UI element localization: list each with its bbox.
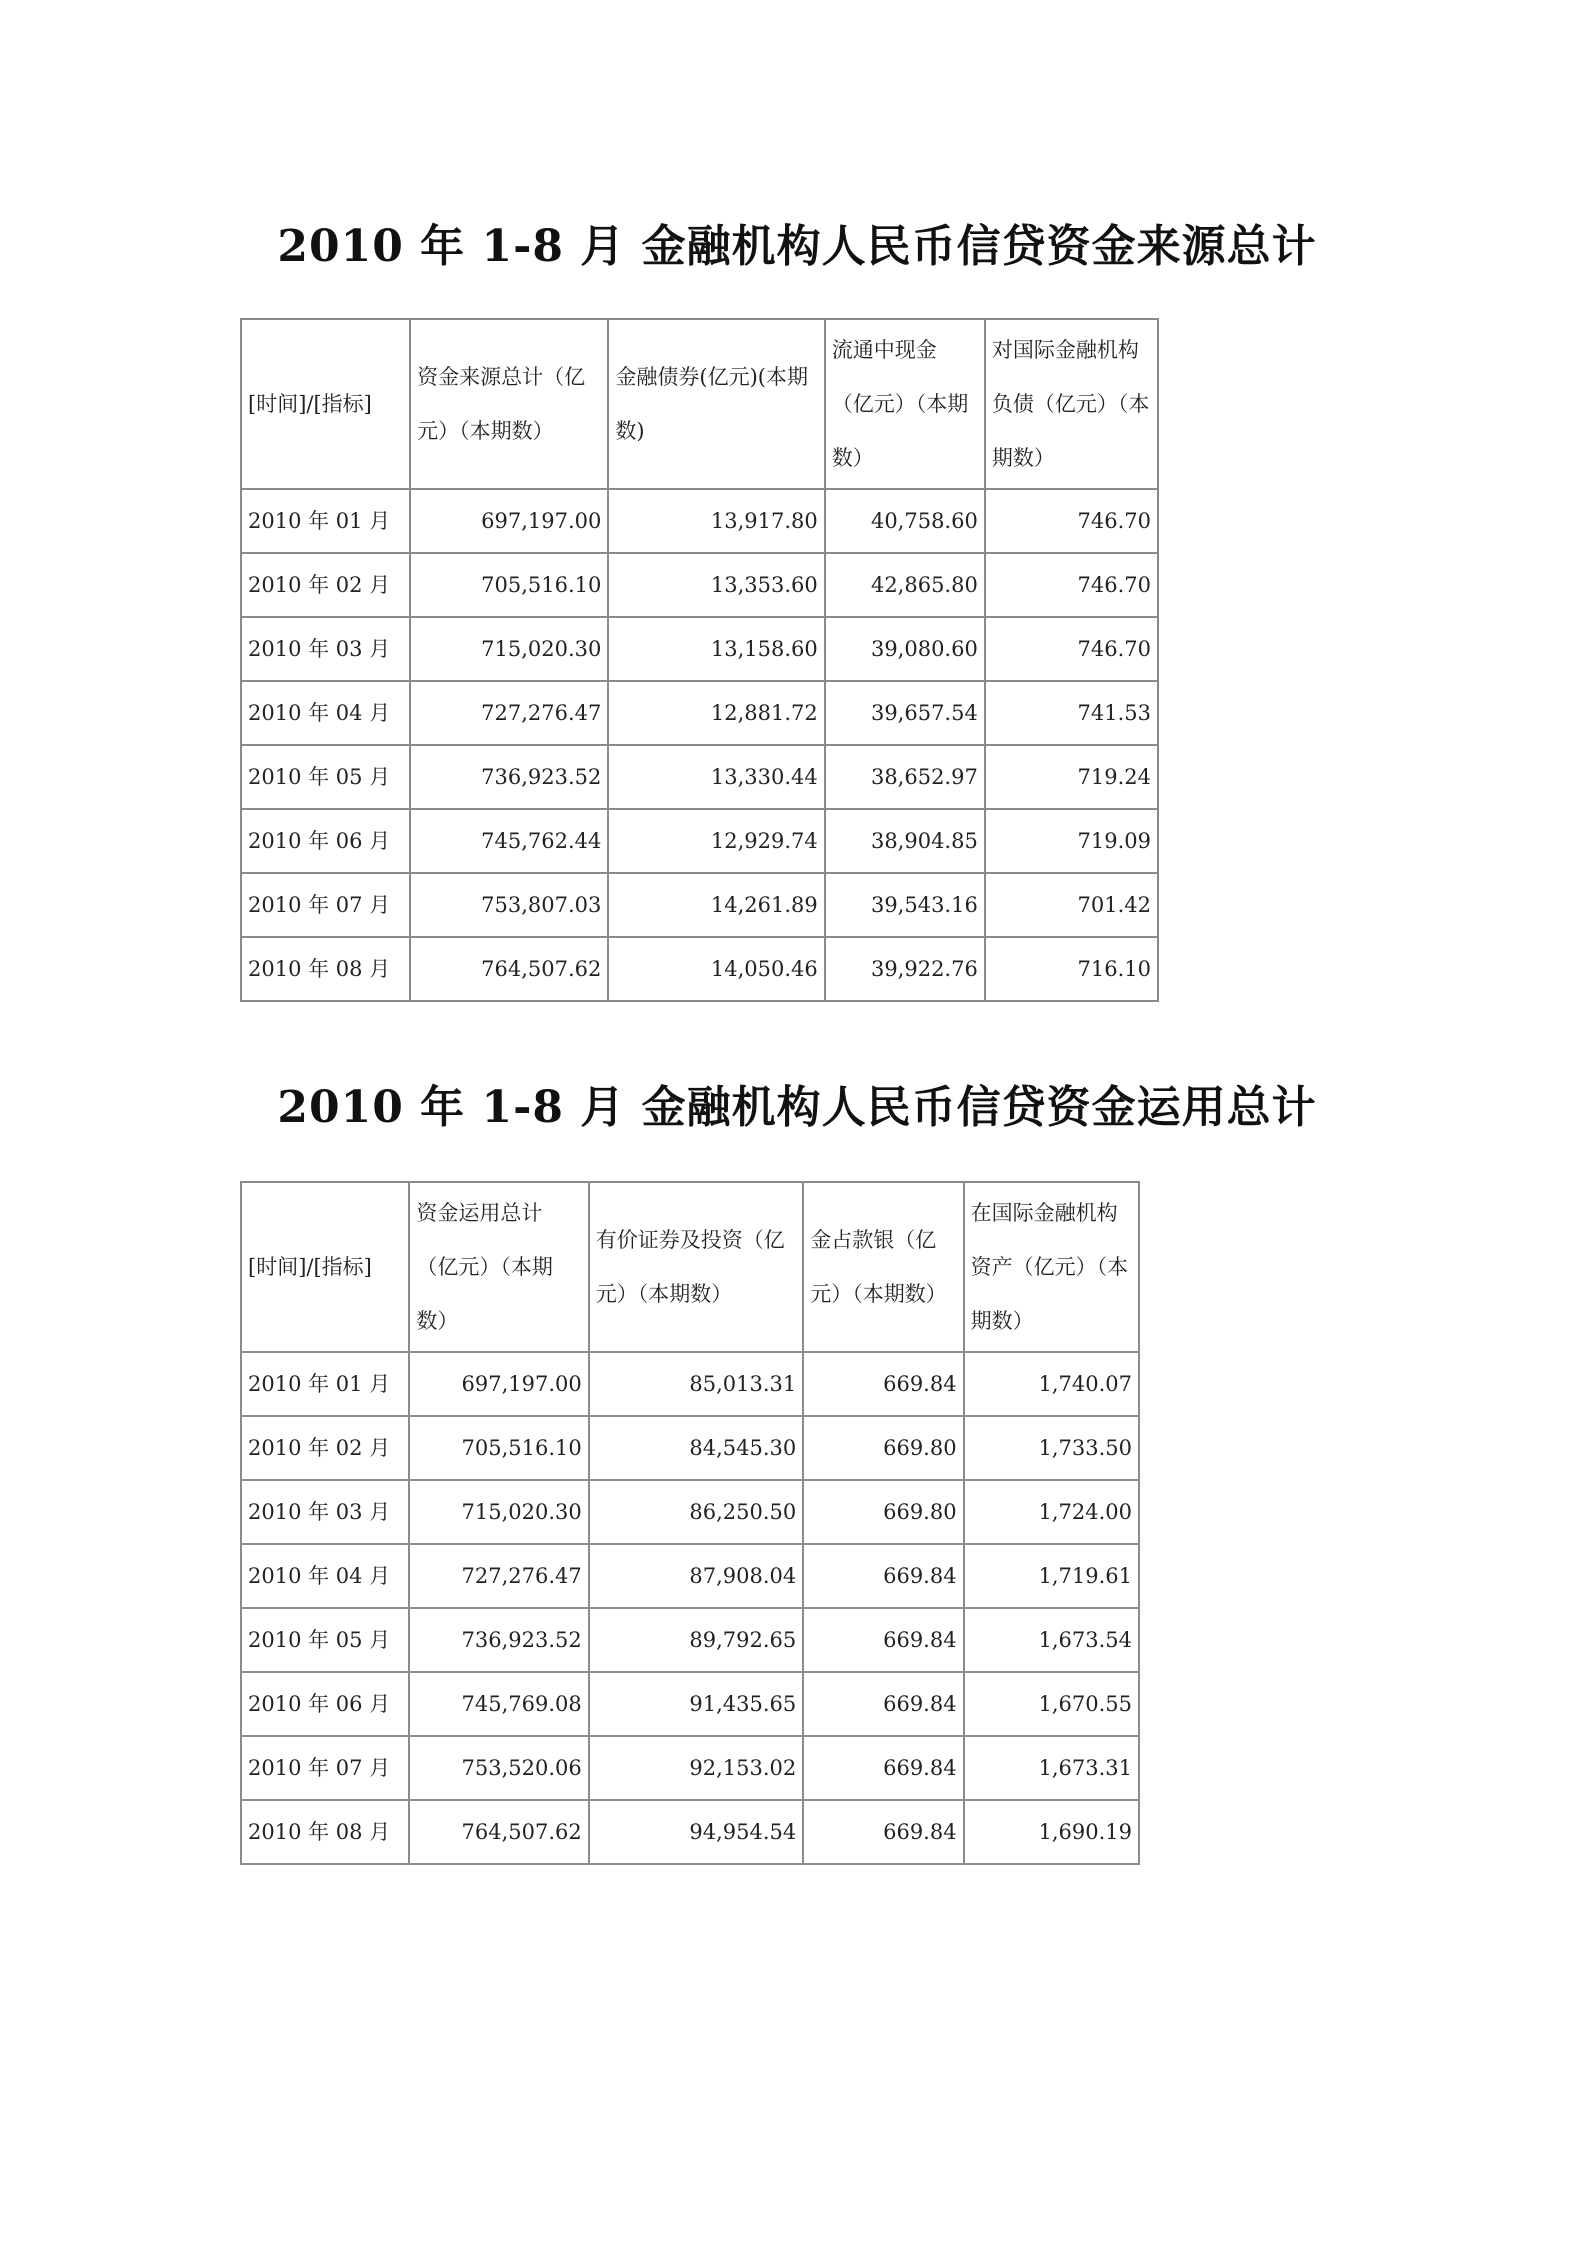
row-value-cell: 12,929.74 (608, 809, 824, 873)
sources-table-body (241, 489, 1158, 1001)
row-value-cell: 697,197.00 (410, 489, 608, 553)
row-value-cell: 1,740.07 (964, 1352, 1139, 1416)
row-time-cell: 2010 年 07 月 (241, 873, 410, 937)
row-value-cell: 736,923.52 (409, 1608, 588, 1672)
row-value-cell: 1,673.54 (964, 1608, 1139, 1672)
table-row (241, 1672, 1139, 1736)
header-currency-in-circulation: 流通中现金（亿元）（本期数） (825, 319, 985, 489)
row-value-cell: 84,545.30 (589, 1416, 803, 1480)
row-value-cell: 736,923.52 (410, 745, 608, 809)
header-gold-funds: 金占款银（亿元）（本期数） (803, 1182, 963, 1352)
row-value-cell: 92,153.02 (589, 1736, 803, 1800)
row-value-cell: 42,865.80 (825, 553, 985, 617)
row-value-cell: 39,922.76 (825, 937, 985, 1001)
row-value-cell: 669.80 (803, 1480, 963, 1544)
row-value-cell: 669.84 (803, 1352, 963, 1416)
table-row (241, 1608, 1139, 1672)
row-value-cell: 1,733.50 (964, 1416, 1139, 1480)
header-time-indicator: [时间]/[指标] (241, 1182, 409, 1352)
row-value-cell: 727,276.47 (409, 1544, 588, 1608)
header-securities-investments: 有价证券及投资（亿元）（本期数） (589, 1182, 803, 1352)
header-intl-liabilities: 对国际金融机构负债（亿元）（本期数） (985, 319, 1158, 489)
table-row (241, 553, 1158, 617)
table-row (241, 873, 1158, 937)
row-value-cell: 697,197.00 (409, 1352, 588, 1416)
header-total-uses: 资金运用总计（亿元）（本期数） (409, 1182, 588, 1352)
row-value-cell: 86,250.50 (589, 1480, 803, 1544)
table-row (241, 745, 1158, 809)
row-value-cell: 753,807.03 (410, 873, 608, 937)
row-time-cell: 2010 年 03 月 (241, 1480, 409, 1544)
row-time-cell: 2010 年 08 月 (241, 1800, 409, 1864)
table-row (241, 1736, 1139, 1800)
row-value-cell: 669.80 (803, 1416, 963, 1480)
row-value-cell: 1,724.00 (964, 1480, 1139, 1544)
row-value-cell: 14,261.89 (608, 873, 824, 937)
row-value-cell: 14,050.46 (608, 937, 824, 1001)
uses-title: 2010 年 1-8 月 金融机构人民币信贷资金运用总计 (277, 1082, 1317, 1133)
row-value-cell: 669.84 (803, 1544, 963, 1608)
header-financial-bonds: 金融债券(亿元)(本期数) (608, 319, 824, 489)
row-value-cell: 715,020.30 (410, 617, 608, 681)
row-value-cell: 715,020.30 (409, 1480, 588, 1544)
sources-title: 2010 年 1-8 月 金融机构人民币信贷资金来源总计 (277, 221, 1317, 272)
row-time-cell: 2010 年 05 月 (241, 1608, 409, 1672)
row-value-cell: 669.84 (803, 1800, 963, 1864)
table-header-row (241, 319, 1158, 489)
row-value-cell: 719.09 (985, 809, 1158, 873)
sources-table (240, 318, 1159, 1002)
row-value-cell: 701.42 (985, 873, 1158, 937)
row-value-cell: 39,080.60 (825, 617, 985, 681)
row-value-cell: 13,330.44 (608, 745, 824, 809)
row-value-cell: 727,276.47 (410, 681, 608, 745)
row-value-cell: 669.84 (803, 1736, 963, 1800)
row-value-cell: 746.70 (985, 489, 1158, 553)
table-row (241, 1352, 1139, 1416)
row-value-cell: 741.53 (985, 681, 1158, 745)
row-value-cell: 12,881.72 (608, 681, 824, 745)
row-time-cell: 2010 年 05 月 (241, 745, 410, 809)
row-value-cell: 746.70 (985, 553, 1158, 617)
row-time-cell: 2010 年 04 月 (241, 681, 410, 745)
row-value-cell: 1,719.61 (964, 1544, 1139, 1608)
row-value-cell: 1,673.31 (964, 1736, 1139, 1800)
table-row (241, 1416, 1139, 1480)
table-row (241, 617, 1158, 681)
row-value-cell: 753,520.06 (409, 1736, 588, 1800)
row-value-cell: 13,917.80 (608, 489, 824, 553)
row-value-cell: 39,657.54 (825, 681, 985, 745)
table-row (241, 1480, 1139, 1544)
header-total-sources: 资金来源总计（亿元）（本期数） (410, 319, 608, 489)
row-value-cell: 745,769.08 (409, 1672, 588, 1736)
row-value-cell: 705,516.10 (410, 553, 608, 617)
row-value-cell: 94,954.54 (589, 1800, 803, 1864)
table-header-row (241, 1182, 1139, 1352)
row-value-cell: 13,353.60 (608, 553, 824, 617)
row-value-cell: 38,904.85 (825, 809, 985, 873)
row-value-cell: 39,543.16 (825, 873, 985, 937)
row-time-cell: 2010 年 01 月 (241, 489, 410, 553)
row-value-cell: 746.70 (985, 617, 1158, 681)
row-value-cell: 89,792.65 (589, 1608, 803, 1672)
row-value-cell: 705,516.10 (409, 1416, 588, 1480)
row-time-cell: 2010 年 01 月 (241, 1352, 409, 1416)
row-time-cell: 2010 年 06 月 (241, 1672, 409, 1736)
row-value-cell: 38,652.97 (825, 745, 985, 809)
row-value-cell: 745,762.44 (410, 809, 608, 873)
table-row (241, 937, 1158, 1001)
table-row (241, 489, 1158, 553)
row-time-cell: 2010 年 02 月 (241, 553, 410, 617)
uses-table (240, 1181, 1140, 1865)
row-value-cell: 1,670.55 (964, 1672, 1139, 1736)
row-value-cell: 87,908.04 (589, 1544, 803, 1608)
row-time-cell: 2010 年 03 月 (241, 617, 410, 681)
row-time-cell: 2010 年 04 月 (241, 1544, 409, 1608)
row-time-cell: 2010 年 08 月 (241, 937, 410, 1001)
row-value-cell: 91,435.65 (589, 1672, 803, 1736)
row-value-cell: 13,158.60 (608, 617, 824, 681)
row-value-cell: 716.10 (985, 937, 1158, 1001)
table-row (241, 681, 1158, 745)
row-value-cell: 669.84 (803, 1608, 963, 1672)
table-row (241, 1800, 1139, 1864)
row-value-cell: 1,690.19 (964, 1800, 1139, 1864)
row-value-cell: 40,758.60 (825, 489, 985, 553)
row-time-cell: 2010 年 02 月 (241, 1416, 409, 1480)
row-value-cell: 669.84 (803, 1672, 963, 1736)
header-time-indicator: [时间]/[指标] (241, 319, 410, 489)
row-value-cell: 85,013.31 (589, 1352, 803, 1416)
uses-table-body (241, 1352, 1139, 1864)
table-row (241, 1544, 1139, 1608)
row-value-cell: 764,507.62 (410, 937, 608, 1001)
row-value-cell: 719.24 (985, 745, 1158, 809)
header-intl-assets: 在国际金融机构资产（亿元）（本期数） (964, 1182, 1139, 1352)
table-row (241, 809, 1158, 873)
row-time-cell: 2010 年 07 月 (241, 1736, 409, 1800)
row-time-cell: 2010 年 06 月 (241, 809, 410, 873)
row-value-cell: 764,507.62 (409, 1800, 588, 1864)
